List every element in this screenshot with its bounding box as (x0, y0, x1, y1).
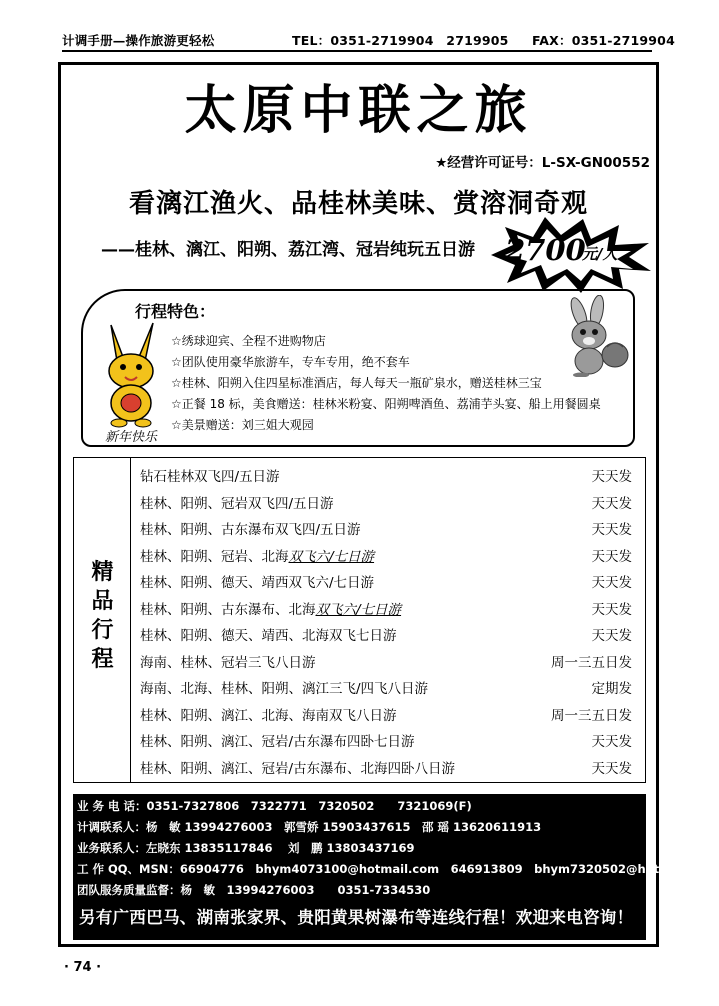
route-schedule: 天天发 (591, 548, 632, 565)
route-row (140, 544, 632, 571)
page-number: · 74 · (64, 960, 102, 975)
headline: 看漓江渔火、品桂林美味、赏溶洞奇观 (128, 189, 588, 219)
route-name: 桂林、阳朔、冠岩双飞四/五日游 (140, 495, 334, 512)
feature-item: ☆桂林、阳朔入住四星标准酒店，每人每天一瓶矿泉水，赠送桂林三宝 (171, 376, 542, 390)
new-year-rabbit-icon (89, 317, 173, 445)
routes-label-column (74, 458, 131, 782)
route-row (140, 650, 632, 677)
feature-box (81, 289, 635, 447)
route-row (140, 703, 632, 730)
price-amount: 2700 (505, 233, 586, 267)
featured-routes-table (73, 457, 646, 783)
price-unit: 元/人 (582, 245, 618, 263)
route-name: 桂林、阳朔、古东瀑布、北海双飞六/七日游 (140, 601, 402, 618)
route-schedule: 天天发 (591, 628, 632, 644)
rabbit-caption: 新年快乐 (104, 430, 158, 445)
header-tel: TEL：0351-2719904 2719905 (292, 33, 509, 48)
contact-line: 工 作 QQ、MSN：66904776 bhym4073100@hotmail.com 646913809 bhym7320502@hotmail.com (77, 862, 718, 876)
bunny-illustration-icon (557, 295, 633, 377)
route-row (140, 464, 632, 491)
route-schedule: 天天发 (591, 760, 632, 777)
route-name-italic: 双飞六/七日游 (315, 601, 402, 618)
route-row (140, 491, 632, 518)
route-row (140, 570, 632, 597)
route-row (140, 756, 632, 783)
header-bar (62, 30, 675, 52)
route-name: 桂林、阳朔、漓江、冠岩/古东瀑布四卧七日游 (140, 734, 415, 750)
route-schedule: 天天发 (591, 601, 632, 618)
routes-label: 精 品 行 程 (91, 559, 114, 672)
route-name: 桂林、阳朔、冠岩、北海双飞六/七日游 (140, 548, 375, 565)
route-name: 桂林、阳朔、德天、靖西、北海双飞七日游 (140, 628, 397, 644)
route-name: 海南、桂林、冠岩三飞八日游 (140, 654, 316, 671)
route-row (140, 729, 632, 756)
feature-item: ☆正餐 18 标，美食赠送：桂林米粉宴、阳朔啤酒鱼、荔浦芋头宴、船上用餐圆桌 (171, 397, 601, 411)
feature-item: ☆美景赠送：刘三姐大观园 (171, 418, 314, 432)
feature-title: 行程特色： (135, 302, 216, 321)
route-schedule: 周一三五日发 (551, 707, 632, 724)
subheadline: ——桂林、漓江、阳朔、荔江湾、冠岩纯玩五日游 (101, 240, 475, 260)
route-schedule: 天天发 (591, 469, 632, 485)
route-name: 钻石桂林双飞四/五日游 (140, 469, 280, 485)
ad-frame (58, 62, 718, 947)
promo-banner: 另有广西巴马、湖南张家界、贵阳黄果树瀑布等连线行程！欢迎来电咨询！ (79, 908, 634, 927)
feature-list (171, 331, 601, 436)
feature-item: ☆团队使用豪华旅游车，专车专用，绝不套车 (171, 355, 410, 369)
header-fax: FAX：0351-2719904 (532, 33, 675, 48)
route-schedule: 定期发 (591, 681, 632, 697)
contact-line: 业务联系人：左晓东 13835117846 刘 鹏 13803437169 (77, 841, 415, 855)
route-row (140, 676, 632, 703)
route-name: 海南、北海、桂林、阳朔、漓江三飞/四飞八日游 (140, 681, 429, 697)
route-schedule: 天天发 (591, 734, 632, 750)
route-schedule: 天天发 (591, 575, 632, 591)
contact-line: 计调联系人：杨 敏 13994276003 郭雪娇 15903437615 邵 瑶 13620611913 (77, 820, 542, 834)
header-slogan: 计调手册—操作旅游更轻松 (62, 33, 215, 48)
route-name: 桂林、阳朔、德天、靖西双飞六/七日游 (140, 575, 375, 591)
feature-item: ☆绣球迎宾、全程不进购物店 (171, 334, 326, 348)
page-title: 太原中联之旅 (184, 81, 533, 141)
license-number: ★经营许可证号：L-SX-GN00552 (435, 155, 650, 171)
contact-line: 业 务 电 话：0351-7327806 7322771 7320502 7321069(F) (77, 799, 472, 813)
route-schedule: 周一三五日发 (551, 654, 632, 671)
route-schedule: 天天发 (591, 495, 632, 512)
route-row (140, 517, 632, 544)
contact-panel (73, 794, 718, 940)
route-row (140, 597, 632, 624)
route-name: 桂林、阳朔、漓江、北海、海南双飞八日游 (140, 707, 397, 724)
route-name: 桂林、阳朔、漓江、冠岩/古东瀑布、北海四卧八日游 (140, 760, 456, 777)
route-name: 桂林、阳朔、古东瀑布双飞四/五日游 (140, 522, 361, 538)
route-schedule: 天天发 (591, 522, 632, 538)
route-row (140, 623, 632, 650)
contact-line: 团队服务质量监督：杨 敏 13994276003 0351-7334530 (77, 883, 431, 897)
route-name-italic: 双飞六/七日游 (288, 548, 375, 565)
